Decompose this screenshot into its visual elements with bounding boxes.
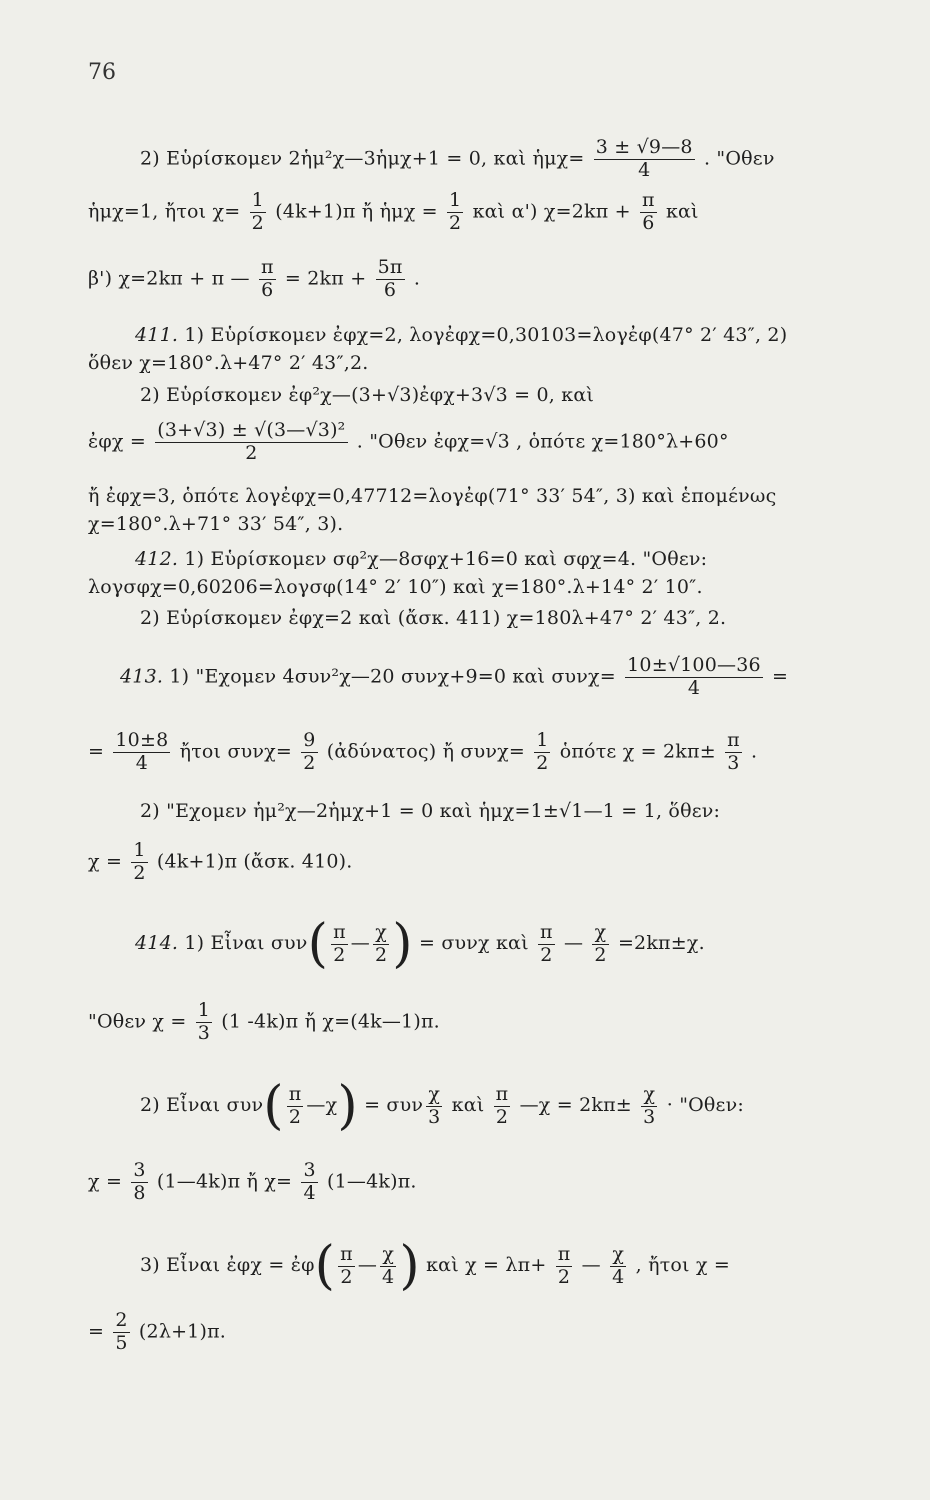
- text: .: [413, 267, 421, 290]
- text-line: [140, 384, 594, 406]
- text: καὶ: [451, 1094, 485, 1116]
- text: 2) Εὑρίσκομεν ἐφχ=2 καὶ (ἄσκ. 411) χ=180λ+47° 2′ 43″, 2.: [140, 607, 727, 629]
- text-line: [88, 485, 776, 507]
- fraction: $\frac{\chi}{3}$: [643, 1082, 656, 1128]
- fraction: $\frac{1}{3}$: [197, 999, 211, 1044]
- text: —χ = 2kπ±: [519, 1094, 632, 1116]
- text: —: [350, 932, 370, 954]
- page-number: 76: [88, 60, 116, 85]
- left-paren: (: [307, 914, 329, 974]
- text: =: [772, 665, 789, 688]
- exercise-number: 413.: [120, 665, 164, 688]
- text: χ =: [88, 1170, 123, 1193]
- text: —: [357, 1254, 378, 1276]
- left-paren: (: [263, 1076, 284, 1136]
- text-line: [88, 840, 353, 885]
- fraction: $\frac{\chi}{2}$: [374, 920, 388, 966]
- fraction: $\frac{3}{8}$: [133, 1159, 146, 1204]
- fraction: $\frac{1}{2}$: [251, 189, 264, 234]
- text-line: [140, 1076, 744, 1136]
- exercise-line: [135, 548, 707, 570]
- text: ὅθεν χ=180°.λ+47° 2′ 43″,2.: [88, 352, 369, 374]
- fraction: $\frac{3}{4}$: [303, 1159, 316, 1204]
- fraction: $\frac{\text{(3+√3) ± √(3—√3)²}}{2}$: [157, 419, 346, 464]
- text: 2) Εἶναι συν: [140, 1094, 264, 1116]
- text-line: [88, 352, 369, 374]
- text-line: [140, 607, 726, 629]
- text: (ἀδύνατος) ἤ συνχ=: [326, 740, 525, 763]
- text: ὁπότε χ = 2kπ±: [559, 740, 716, 763]
- text-line: [88, 1000, 440, 1045]
- fraction: $\frac{2}{5}$: [115, 1309, 128, 1354]
- text-line: [140, 1236, 731, 1296]
- text-line: [88, 190, 699, 235]
- left-paren: (: [314, 1236, 336, 1296]
- text: = συν: [364, 1094, 424, 1116]
- exercise-number: 412.: [135, 548, 179, 570]
- text-line: [88, 513, 343, 535]
- text: χ =: [88, 850, 123, 873]
- fraction: $\frac{\pi}{3}$: [727, 729, 740, 774]
- exercise-line: [135, 914, 705, 974]
- text: , ἤτοι χ =: [635, 1254, 731, 1276]
- text-line: [88, 576, 703, 598]
- exercise-number: 414.: [135, 932, 179, 954]
- text: .: [751, 740, 758, 763]
- fraction: $\frac{9}{2}$: [303, 729, 316, 774]
- text: "Οθεν χ =: [88, 1010, 187, 1033]
- right-paren: ): [392, 914, 413, 974]
- text: = συνχ καὶ: [419, 932, 529, 954]
- text: 2) Εὑρίσκομεν ἐφ²χ—(3+√3)ἐφχ+3√3 = 0, καὶ: [140, 384, 595, 406]
- text: (4k+1)π (ἄσκ. 410).: [156, 850, 353, 873]
- text: = 2kπ +: [284, 267, 367, 290]
- text: καὶ α') χ=2kπ +: [472, 200, 631, 223]
- text-line: [140, 800, 720, 822]
- text: 2) "Εχομεν ἡμ²χ—2ἡμχ+1 = 0 καὶ ἡμχ=1±√1—1 = 1, ὅθεν:: [140, 800, 721, 822]
- fraction: $\frac{\pi}{6}$: [260, 256, 274, 301]
- fraction: $\frac{5\pi}{6}$: [377, 256, 403, 301]
- text-line: [88, 257, 420, 302]
- text: (4k+1)π ἤ ἡμχ =: [275, 200, 438, 223]
- text: 1) "Εχομεν 4συν²χ—20 συνχ+9=0 καὶ συνχ=: [169, 665, 616, 688]
- text: 2) Εὑρίσκομεν 2ἡμ²χ—3ἡμχ+1 = 0, καὶ ἡμχ=: [140, 147, 585, 170]
- fraction: $\frac{\pi}{2}$: [557, 1242, 571, 1288]
- text: 1) Εἶναι συν: [184, 932, 308, 954]
- text: ἡμχ=1, ἤτοι χ=: [88, 200, 241, 223]
- fraction: $\frac{\pi}{2}$: [540, 920, 553, 966]
- fraction: $\frac{10\pm√100—36}{4}$: [627, 654, 761, 699]
- text: β') χ=2kπ + π —: [88, 267, 250, 290]
- text: —: [563, 932, 584, 954]
- text: (1 -4k)π ἤ χ=(4k—1)π.: [221, 1010, 440, 1033]
- text-line: [88, 730, 757, 775]
- exercise-line: [135, 324, 787, 346]
- right-paren: ): [337, 1076, 358, 1136]
- text: (1—4k)π ἤ χ=: [156, 1170, 293, 1193]
- exercise-line: [120, 655, 788, 700]
- fraction: $\frac{1}{2}$: [536, 729, 549, 774]
- text: =2kπ±χ.: [617, 932, 705, 954]
- fraction: $\frac{\chi}{4}$: [382, 1242, 395, 1288]
- fraction: $\frac{3 \pm √9—8}{4}$: [595, 136, 693, 181]
- text: 1) Εὑρίσκομεν ἐφχ=2, λογἐφχ=0,30103=λογἐφ(47° 2′ 43″, 2): [184, 324, 788, 346]
- fraction: $\frac{\pi}{2}$: [495, 1082, 509, 1128]
- text: καὶ: [665, 200, 699, 223]
- text: ἤτοι συνχ=: [179, 740, 292, 763]
- text: καὶ χ = λπ+: [426, 1254, 547, 1276]
- fraction: $\frac{\chi}{3}$: [428, 1082, 441, 1128]
- fraction: $\frac{10\pm 8}{4}$: [115, 729, 169, 774]
- fraction: $\frac{1}{2}$: [133, 839, 146, 884]
- text-line: [88, 420, 729, 465]
- right-paren: ): [399, 1236, 420, 1296]
- fraction: $\frac{\chi}{4}$: [612, 1242, 625, 1288]
- fraction: $\frac{\pi}{6}$: [642, 189, 655, 234]
- text: χ=180°.λ+71° 33′ 54″, 3).: [88, 513, 344, 535]
- text: (1—4k)π.: [326, 1170, 417, 1193]
- text: ἤ ἐφχ=3, ὁπότε λογἐφχ=0,47712=λογἐφ(71° 33′ 54″, 3) καὶ ἑπομένως: [88, 485, 777, 507]
- text-line: [88, 1310, 226, 1355]
- text: . "Οθεν ἐφχ=√3 , ὁπότε χ=180°λ+60°: [356, 430, 729, 453]
- fraction: $\frac{\pi}{2}$: [288, 1082, 302, 1128]
- text: λογσφχ=0,60206=λογσφ(14° 2′ 10″) καὶ χ=180°.λ+14° 2′ 10″.: [88, 576, 703, 598]
- fraction: $\frac{\chi}{2}$: [594, 920, 607, 966]
- fraction: $\frac{1}{2}$: [449, 189, 462, 234]
- text: =: [88, 1320, 105, 1343]
- fraction: $\frac{\pi}{2}$: [333, 920, 346, 966]
- exercise-number: 411.: [135, 324, 179, 346]
- text: · "Οθεν:: [666, 1094, 744, 1116]
- text: =: [88, 740, 105, 763]
- text-line: [140, 137, 775, 182]
- text: —χ: [306, 1094, 338, 1116]
- text: 3) Εἶναι ἐφχ = ἐφ: [140, 1254, 315, 1276]
- text: ἐφχ =: [88, 430, 146, 453]
- text: —: [581, 1254, 601, 1276]
- text: . "Οθεν: [703, 147, 775, 170]
- text: 1) Εὑρίσκομεν σφ²χ—8σφχ+16=0 καὶ σφχ=4. "Οθεν:: [184, 548, 708, 570]
- text: (2λ+1)π.: [138, 1320, 227, 1343]
- fraction: $\frac{\pi}{2}$: [340, 1242, 353, 1288]
- text-line: [88, 1160, 417, 1205]
